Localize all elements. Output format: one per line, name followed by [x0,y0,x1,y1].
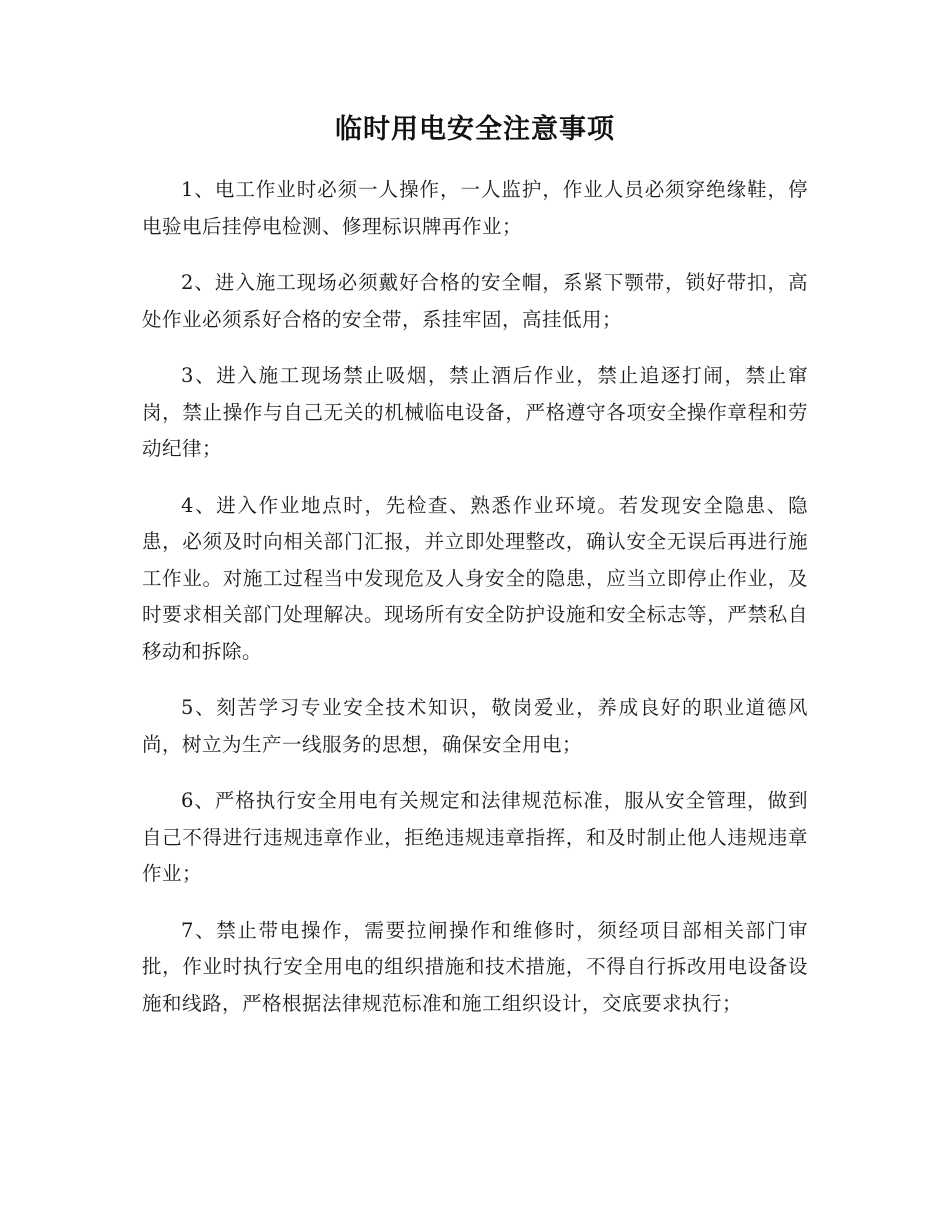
rule-paragraph-5: 5、刻苦学习专业安全技术知识，敬岗爱业，养成良好的职业道德风尚，树立为生产一线服务的思想，确保安全用电； [142,696,808,756]
document-title: 临时用电安全注意事项 [335,114,615,145]
rule-paragraph-1: 1、电工作业时必须一人操作，一人监护，作业人员必须穿绝缘鞋，停电验电后挂停电检测、修理标识牌再作业； [142,178,808,238]
rule-paragraph-2: 2、进入施工现场必须戴好合格的安全帽，系紧下颚带，锁好带扣，高处作业必须系好合格的安全带，系挂牢固，高挂低用； [142,271,808,331]
rule-paragraph-4: 4、进入作业地点时，先检查、熟悉作业环境。若发现安全隐患、隐患，必须及时向相关部门汇报，并立即处理整改，确认安全无误后再进行施工作业。对施工过程当中发现危及人身安全的隐患，应当立即停止作业，及时要求相关部门处理解决。现场所有安全防护设施和安全标志等，严禁私自移动和拆除。 [142,493,808,663]
rule-paragraph-6: 6、严格执行安全用电有关规定和法律规范标准，服从安全管理，做到自己不得进行违规违章作业，拒绝违规违章指挥，和及时制止他人违规违章作业； [142,789,808,885]
rule-paragraph-7: 7、禁止带电操作，需要拉闸操作和维修时，须经项目部相关部门审批，作业时执行安全用电的组织措施和技术措施，不得自行拆改用电设备设施和线路，严格根据法律规范标准和施工组织设计，交底要求执行； [142,918,808,1015]
rule-paragraph-3: 3、进入施工现场禁止吸烟，禁止酒后作业，禁止追逐打闹，禁止窜岗，禁止操作与自己无关的机械临电设备，严格遵守各项安全操作章程和劳动纪律； [142,364,808,460]
